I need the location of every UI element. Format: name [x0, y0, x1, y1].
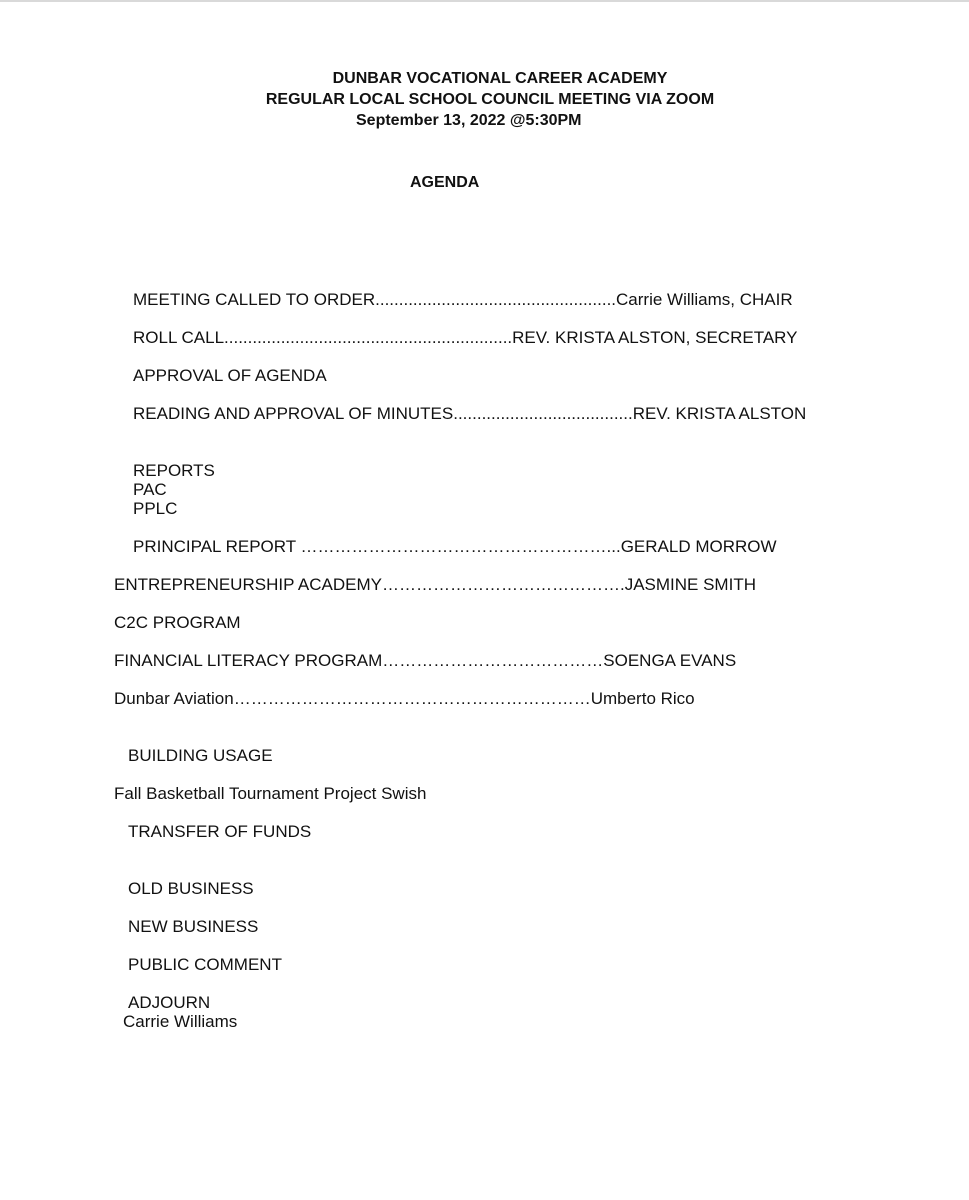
agenda-item-new-business: NEW BUSINESS [128, 917, 259, 936]
agenda-item-dunbar-aviation: Dunbar Aviation………………………………………………………Umberto Rico [114, 689, 695, 708]
agenda-item-basketball: Fall Basketball Tournament Project Swish [114, 784, 427, 803]
agenda-subitem-pac: PAC [133, 480, 167, 499]
agenda-item-public-comment: PUBLIC COMMENT [128, 955, 282, 974]
school-name: DUNBAR VOCATIONAL CAREER ACADEMY [332, 70, 668, 87]
meeting-date: September 13, 2022 @5:30PM [356, 112, 582, 129]
adjourn-name: Carrie Williams [123, 1012, 238, 1031]
agenda-item-building-usage: BUILDING USAGE [128, 746, 273, 765]
agenda-item-principal-report: PRINCIPAL REPORT ………………………………………………...GERALD MORROW [133, 537, 777, 556]
agenda-item-entrepreneurship: ENTREPRENEURSHIP ACADEMY…………………………………….JASMINE SMITH [114, 575, 756, 594]
agenda-item-roll-call: ROLL CALL.............................................................REV. KRISTA ALSTON, SECRETARY [133, 328, 798, 347]
agenda-item-financial-literacy: FINANCIAL LITERACY PROGRAM…………………………………SOENGA EVANS [114, 651, 737, 670]
agenda-subitem-pplc: PPLC [133, 499, 178, 518]
agenda-heading: AGENDA [410, 174, 480, 191]
agenda-item-adjourn: ADJOURN [128, 993, 211, 1012]
agenda-item-transfer-of-funds: TRANSFER OF FUNDS [128, 822, 312, 841]
meeting-title: REGULAR LOCAL SCHOOL COUNCIL MEETING VIA ZOOM [265, 91, 715, 108]
agenda-item-old-business: OLD BUSINESS [128, 879, 254, 898]
agenda-item-approval-of-agenda: APPROVAL OF AGENDA [133, 366, 327, 385]
agenda-item-reports: REPORTS [133, 461, 215, 480]
agenda-item-minutes: READING AND APPROVAL OF MINUTES......................................REV. KRISTA ALSTON [133, 404, 807, 423]
agenda-item-called-to-order: MEETING CALLED TO ORDER...................................................Carrie Williams, CHAIR [133, 290, 793, 309]
top-border [0, 0, 969, 2]
agenda-item-c2c-program: C2C PROGRAM [114, 613, 241, 632]
